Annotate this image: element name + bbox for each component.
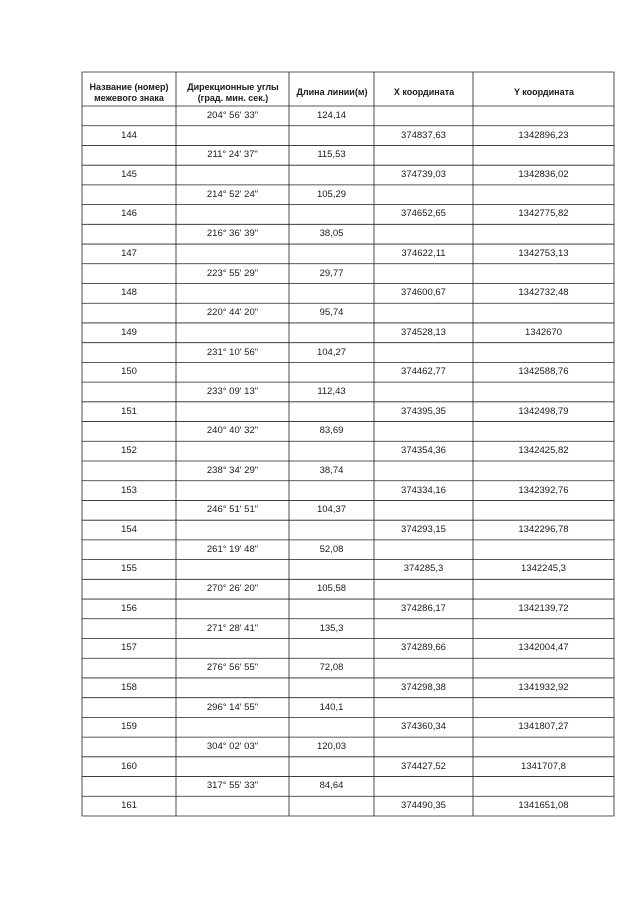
point-x: 374360,34 bbox=[401, 721, 446, 733]
point-name: 154 bbox=[121, 524, 137, 536]
segment-length: 29,77 bbox=[319, 267, 344, 279]
segment-angle: 214° 52' 24" bbox=[206, 188, 259, 200]
header-name: Название (номер) межевого знака bbox=[89, 82, 169, 103]
segment-angle: 304° 02' 03" bbox=[206, 740, 259, 752]
point-y: 1342753,13 bbox=[518, 247, 569, 259]
point-x: 374427,52 bbox=[401, 760, 446, 772]
point-x: 374395,35 bbox=[401, 405, 446, 417]
segment-angle: 246° 51' 51" bbox=[206, 504, 259, 516]
segment-length: 124,14 bbox=[316, 109, 347, 121]
point-name: 150 bbox=[121, 366, 137, 378]
point-x: 374600,67 bbox=[401, 287, 446, 299]
point-name: 146 bbox=[121, 208, 137, 220]
point-y: 1341651,08 bbox=[518, 800, 569, 812]
point-x: 374739,03 bbox=[401, 169, 446, 181]
point-y: 1342296,78 bbox=[518, 524, 569, 536]
point-x: 374298,38 bbox=[401, 681, 446, 693]
point-name: 149 bbox=[121, 326, 137, 338]
point-x: 374462,77 bbox=[401, 366, 446, 378]
segment-length: 38,74 bbox=[319, 464, 344, 476]
point-x: 374837,63 bbox=[401, 129, 446, 141]
point-y: 1342139,72 bbox=[518, 602, 569, 614]
point-name: 156 bbox=[121, 602, 137, 614]
point-name: 148 bbox=[121, 287, 137, 299]
header-y: Y координата bbox=[513, 87, 575, 97]
point-y: 1341932,92 bbox=[518, 681, 569, 693]
segment-angle: 240° 40' 32" bbox=[206, 425, 259, 437]
segment-length: 104,27 bbox=[316, 346, 347, 358]
point-name: 160 bbox=[121, 760, 137, 772]
point-name: 152 bbox=[121, 445, 137, 457]
point-name: 157 bbox=[121, 642, 137, 654]
point-name: 159 bbox=[121, 721, 137, 733]
point-name: 151 bbox=[121, 405, 137, 417]
segment-angle: 296° 14' 55" bbox=[206, 701, 259, 713]
segment-length: 95,74 bbox=[319, 307, 344, 319]
point-name: 144 bbox=[121, 129, 137, 141]
segment-length: 84,64 bbox=[319, 780, 344, 792]
point-name: 145 bbox=[121, 169, 137, 181]
point-y: 1342245,3 bbox=[521, 563, 566, 575]
point-name: 155 bbox=[121, 563, 137, 575]
segment-angle: 238° 34' 29" bbox=[206, 464, 259, 476]
segment-length: 72,08 bbox=[319, 662, 344, 674]
header-x: X координата bbox=[393, 87, 455, 97]
segment-length: 140,1 bbox=[319, 701, 344, 713]
point-y: 1342896,23 bbox=[518, 129, 569, 141]
point-x: 374334,16 bbox=[401, 484, 446, 496]
point-y: 1342775,82 bbox=[518, 208, 569, 220]
segment-angle: 231° 10' 56" bbox=[206, 346, 259, 358]
point-name: 158 bbox=[121, 681, 137, 693]
segment-length: 38,05 bbox=[319, 228, 344, 240]
segment-angle: 204° 56' 33" bbox=[206, 109, 259, 121]
header-angle: Дирекционные углы (град. мин. сек.) bbox=[187, 82, 279, 103]
segment-angle: 270° 26' 20" bbox=[206, 583, 259, 595]
point-x: 374354,36 bbox=[401, 445, 446, 457]
segment-angle: 211° 24' 37" bbox=[207, 149, 258, 161]
point-name: 147 bbox=[121, 247, 137, 259]
segment-angle: 220° 44' 20" bbox=[206, 307, 259, 319]
segment-angle: 271° 28' 41" bbox=[206, 622, 259, 634]
point-x: 374293,15 bbox=[401, 524, 446, 536]
segment-length: 104,37 bbox=[316, 504, 347, 516]
point-y: 1342732,48 bbox=[518, 287, 569, 299]
segment-length: 52,08 bbox=[319, 543, 344, 555]
point-x: 374652,65 bbox=[401, 208, 446, 220]
segment-length: 135,3 bbox=[319, 622, 344, 634]
point-y: 1342670 bbox=[525, 326, 562, 338]
segment-angle: 276° 56' 55" bbox=[206, 662, 259, 674]
point-x: 374528,13 bbox=[401, 326, 446, 338]
point-y: 1342004,47 bbox=[518, 642, 569, 654]
point-y: 1342498,79 bbox=[518, 405, 569, 417]
point-x: 374490,35 bbox=[401, 800, 446, 812]
point-x: 374286,17 bbox=[401, 602, 446, 614]
point-x: 374285,3 bbox=[403, 563, 444, 575]
point-y: 1342392,76 bbox=[518, 484, 569, 496]
segment-length: 105,58 bbox=[316, 583, 347, 595]
segment-angle: 223° 55' 29" bbox=[206, 267, 259, 279]
segment-length: 83,69 bbox=[319, 425, 344, 437]
point-y: 1342425,82 bbox=[518, 445, 569, 457]
segment-length: 120,03 bbox=[316, 740, 347, 752]
segment-angle: 233° 09' 13" bbox=[206, 385, 259, 397]
point-name: 153 bbox=[121, 484, 137, 496]
point-y: 1341707,8 bbox=[521, 760, 566, 772]
segment-length: 105,29 bbox=[316, 188, 347, 200]
point-name: 161 bbox=[121, 800, 137, 812]
segment-angle: 317° 55' 33" bbox=[206, 780, 259, 792]
segment-length: 115,53 bbox=[317, 149, 346, 161]
segment-angle: 216° 36' 39" bbox=[206, 228, 259, 240]
point-y: 1342836,02 bbox=[518, 169, 569, 181]
point-x: 374289,66 bbox=[401, 642, 446, 654]
header-length: Длина линии(м) bbox=[296, 87, 368, 97]
segment-length: 112,43 bbox=[317, 385, 346, 397]
point-y: 1341807,27 bbox=[518, 721, 569, 733]
point-x: 374622,11 bbox=[401, 247, 446, 259]
point-y: 1342588,76 bbox=[518, 366, 569, 378]
segment-angle: 261° 19' 48" bbox=[206, 543, 259, 555]
